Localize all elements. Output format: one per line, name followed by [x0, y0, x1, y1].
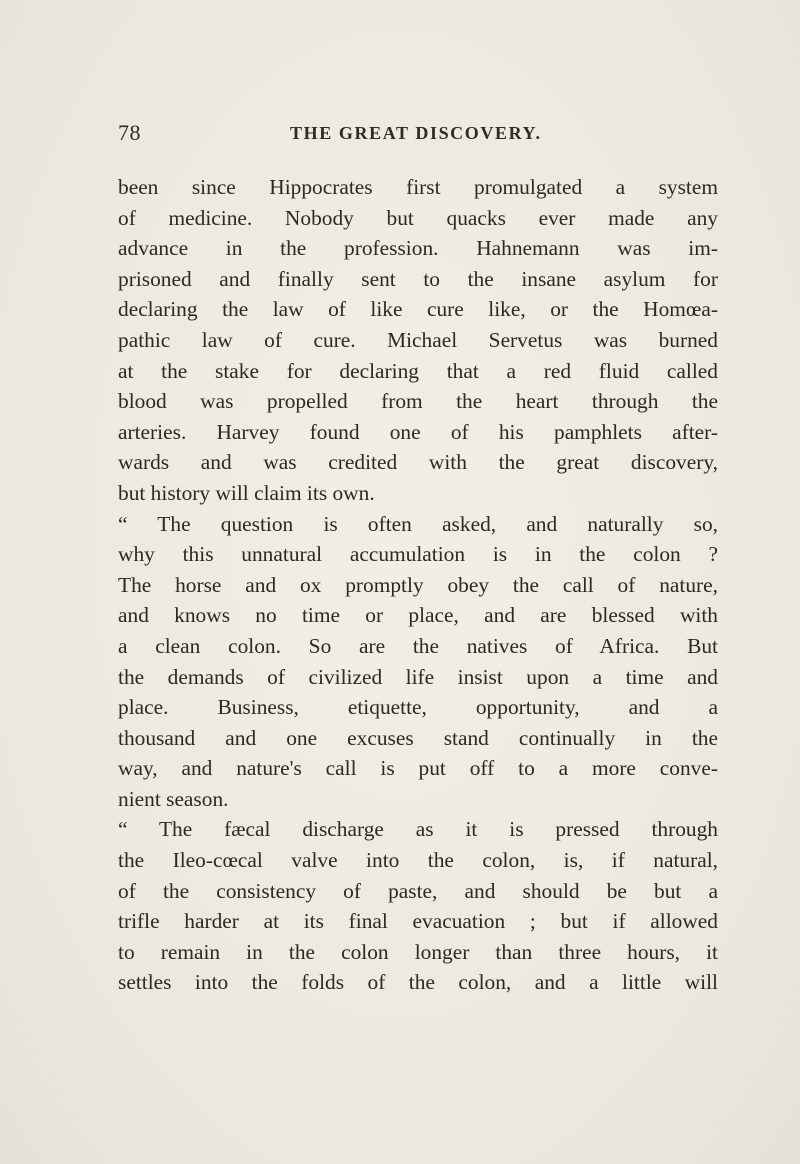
- page-number: 78: [118, 120, 141, 145]
- body-text: [118, 172, 718, 998]
- text-line: nient season.: [118, 786, 229, 811]
- running-head: THE GREAT DISCOVERY.: [290, 123, 542, 143]
- text-line: a clean colon. So are the natives of Africa. But: [118, 633, 718, 658]
- text-line: blood was propelled from the heart through the: [118, 389, 718, 414]
- text-line: the Ileo-cœcal valve into the colon, is, if natural,: [118, 848, 718, 873]
- text-line: of medicine. Nobody but quacks ever made any: [118, 205, 718, 230]
- text-line: why this unnatural accumulation is in the colon ?: [118, 542, 718, 567]
- text-line: been since Hippocrates first promulgated a system: [118, 175, 718, 199]
- text-line: prisoned and finally sent to the insane asylum for: [118, 266, 718, 291]
- text-line: trifle harder at its final evacuation ; but if allowed: [118, 909, 718, 934]
- text-line: place. Business, etiquette, opportunity, and a: [118, 695, 718, 720]
- text-line: of the consistency of paste, and should be but a: [118, 878, 718, 903]
- text-line: the demands of civilized life insist upon a time and: [118, 664, 718, 689]
- text-line: arteries. Harvey found one of his pamphlets after-: [118, 419, 718, 444]
- text-line: to remain in the colon longer than three hours, it: [118, 939, 718, 964]
- text-line: thousand and one excuses stand continually in the: [118, 725, 718, 750]
- text-line: way, and nature's call is put off to a more conve-: [118, 756, 718, 781]
- text-line: advance in the profession. Hahnemann was im-: [118, 236, 718, 261]
- text-line: “ The question is often asked, and naturally so,: [118, 511, 718, 536]
- text-line: wards and was credited with the great discovery,: [118, 450, 718, 475]
- text-line: pathic law of cure. Michael Servetus was burned: [118, 327, 718, 352]
- text-line: but history will claim its own.: [118, 480, 375, 505]
- text-line: and knows no time or place, and are blessed with: [118, 603, 718, 628]
- page-header: [118, 120, 718, 150]
- text-line: declaring the law of like cure like, or the Homœa-: [118, 297, 718, 322]
- text-line: “ The fæcal discharge as it is pressed through: [118, 817, 718, 842]
- text-line: settles into the folds of the colon, and a little will: [118, 970, 718, 995]
- text-line: at the stake for declaring that a red fluid called: [118, 358, 718, 383]
- text-line: The horse and ox promptly obey the call of nature,: [118, 572, 718, 597]
